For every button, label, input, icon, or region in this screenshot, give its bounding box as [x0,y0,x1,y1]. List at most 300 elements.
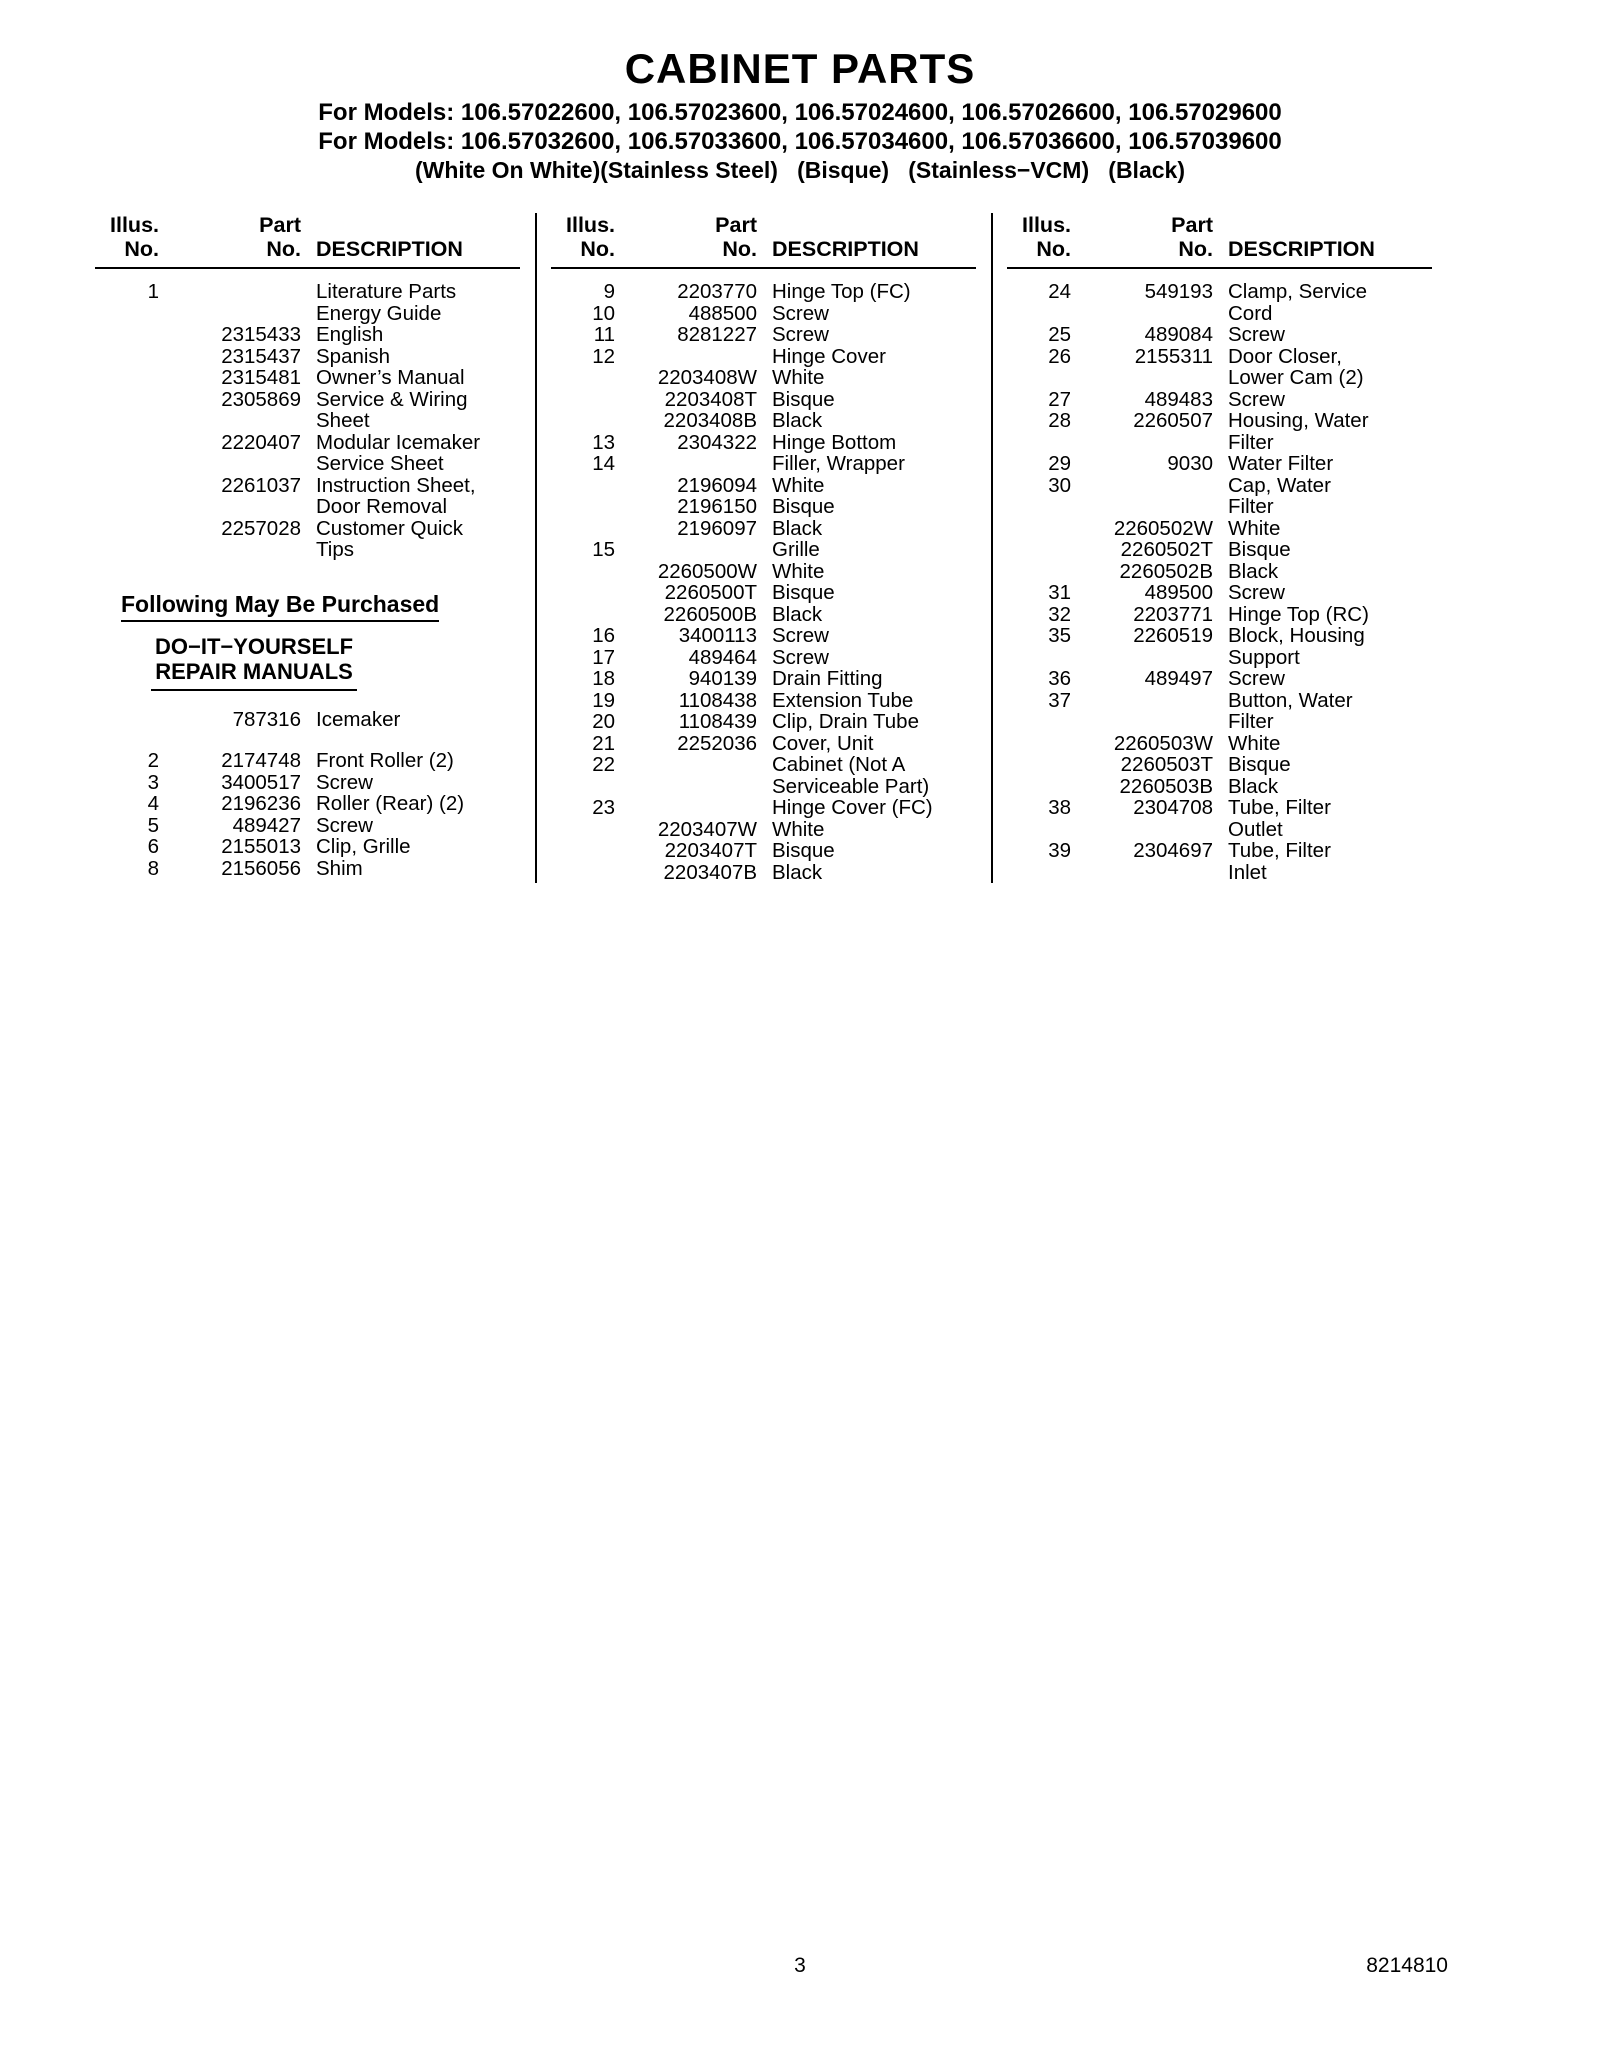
illus-no-cell: 17 [592,645,615,669]
description-cell: White [772,817,825,841]
table-row [551,862,985,884]
description-cell: Support [1228,645,1300,669]
illus-no-cell [551,561,615,583]
description-cell: Cover, Unit [772,731,874,755]
part-no-cell: 2260500B [663,602,757,626]
part-no-cell: 2260503T [1120,753,1213,776]
table-row [1007,324,1441,346]
part-no-cell [615,776,757,798]
table-row [1007,432,1441,454]
table-row [95,453,529,475]
description-cell: Screw [316,770,373,794]
description-cell: Bisque [1228,538,1291,561]
section-subheading-line: REPAIR MANUALS [155,658,353,684]
illus-no-cell: 6 [147,835,159,858]
description-cell: Cabinet (Not A [772,753,906,776]
description-cell: Screw [1228,667,1285,690]
part-no-cell [1071,647,1213,669]
description-cell: Lower Cam (2) [1228,366,1364,389]
illus-no-cell [1007,819,1071,841]
illus-no-cell [95,389,159,411]
part-no-cell: 2260502B [1119,559,1213,583]
table-row [1007,733,1441,755]
table-row [1007,561,1441,583]
description-cell: Bisque [772,581,835,604]
table-row [1007,625,1441,647]
part-no-cell: 2260502W [1113,516,1213,540]
column-header [95,213,520,269]
part-no-cell [159,281,301,303]
table-row [95,496,529,518]
part-no-cell [159,453,301,475]
description-cell: Drain Fitting [772,667,883,690]
part-no-cell: 489500 [1144,581,1213,604]
part-no-header [1071,213,1213,261]
illus-no-cell: 13 [592,430,615,454]
part-header-line1: Part [715,213,757,237]
table-row [1007,711,1441,733]
illus-no-header [1007,213,1071,261]
illus-no-cell [551,604,615,626]
illus-no-cell [551,776,615,798]
table-row [551,367,985,389]
table-row [551,303,985,325]
part-no-cell: 2257028 [221,516,301,540]
illus-no-cell: 25 [1048,323,1071,346]
table-row [95,367,529,389]
part-no-cell: 1108438 [678,688,757,712]
description-cell: Screw [1228,323,1285,346]
part-no-cell: 2155013 [221,835,301,858]
description-cell: Cap, Water [1228,473,1331,497]
illus-no-cell [1007,733,1071,755]
description-cell: Front Roller (2) [316,749,454,772]
part-no-cell [159,410,301,432]
illus-no-cell [95,367,159,389]
description-cell: Black [772,860,823,884]
description-cell: Tube, Filter [1228,839,1331,862]
column-rows [551,269,985,883]
table-row [95,303,529,325]
part-header-line2: No. [1178,237,1213,261]
description-header: DESCRIPTION [1228,237,1375,261]
illus-no-cell [551,389,615,411]
description-cell: Service Sheet [316,452,444,475]
illus-no-cell: 15 [592,538,615,561]
section-subheading [151,634,357,691]
table-row [551,389,985,411]
part-no-header [159,213,301,261]
part-no-cell: 8281227 [677,323,757,346]
part-no-cell [615,539,757,561]
illus-no-cell: 21 [592,731,615,755]
illus-no-cell: 27 [1048,387,1071,411]
description-cell: Door Closer, [1228,344,1342,368]
table-row [551,754,985,776]
illus-no-cell [95,518,159,540]
table-row [95,793,529,815]
illus-no-cell: 38 [1048,796,1071,819]
description-cell: Literature Parts [316,280,457,303]
illus-no-cell: 12 [592,344,615,368]
illus-no-cell: 26 [1048,344,1071,368]
description-cell: Icemaker [316,707,401,731]
parts-table [95,213,1447,883]
illus-no-cell [1007,862,1071,884]
part-no-cell: 489084 [1144,323,1213,346]
illus-no-cell [1007,776,1071,798]
illus-no-cell: 9 [603,280,615,303]
illus-no-cell: 4 [147,792,159,815]
table-row [1007,604,1441,626]
part-no-cell [159,496,301,518]
part-no-cell: 940139 [688,667,757,690]
description-cell: Cord [1228,301,1273,325]
table-row [551,840,985,862]
document-number: 8214810 [1366,1954,1448,1977]
part-no-cell: 2315437 [221,344,301,368]
table-row [1007,668,1441,690]
part-no-cell [1071,711,1213,733]
description-cell: Filter [1228,710,1274,733]
part-no-cell: 2156056 [221,856,301,880]
part-no-cell: 2196236 [221,792,301,815]
part-no-cell: 2196094 [677,473,757,497]
illus-no-cell [551,819,615,841]
table-row [1007,754,1441,776]
illus-no-cell [95,496,159,518]
finishes-line: (White On White)(Stainless Steel) (Bisque) (Stainless−VCM) (Black) [415,157,1185,183]
description-cell: Screw [316,813,373,837]
table-row [95,836,529,858]
illus-header-line2: No. [580,237,615,261]
part-header-line2: No. [722,237,757,261]
illus-no-cell [95,303,159,325]
table-row [95,858,529,880]
table-row [95,750,529,772]
illus-no-cell [551,862,615,884]
table-row [95,518,529,540]
table-row [1007,389,1441,411]
illus-no-cell: 39 [1048,839,1071,862]
description-cell: White [772,473,825,497]
table-row [551,453,985,475]
table-row [1007,776,1441,798]
part-no-cell: 2155311 [1134,344,1213,368]
page-footer [0,1954,1600,1980]
illus-header-line1: Illus. [1022,213,1071,237]
part-no-cell: 1108439 [678,710,757,733]
row-spacer [95,730,529,750]
description-cell: Extension Tube [772,688,914,712]
description-cell: Roller (Rear) (2) [316,792,465,815]
description-cell: Screw [1228,581,1285,604]
illus-no-cell: 11 [593,323,615,346]
table-row [1007,410,1441,432]
table-row [95,324,529,346]
description-cell: Tube, Filter [1228,796,1331,819]
part-no-cell: 2260507 [1133,409,1213,432]
illus-no-cell: 8 [147,856,159,880]
column-header [551,213,976,269]
table-row [551,819,985,841]
description-cell: Bisque [1228,753,1291,776]
table-row [551,690,985,712]
illus-no-cell: 20 [592,710,615,733]
description-cell: Water Filter [1228,452,1334,475]
illus-no-cell: 35 [1048,624,1071,647]
table-row [551,582,985,604]
table-row [551,711,985,733]
description-cell: Sheet [316,409,370,432]
description-cell: Clip, Drain Tube [772,710,919,733]
section-subheading-line: DO−IT−YOURSELF [155,633,354,659]
part-no-cell [615,453,757,475]
illus-no-cell: 28 [1048,409,1071,432]
part-no-cell [615,797,757,819]
description-cell: Black [1228,559,1279,583]
table-row [551,776,985,798]
description-cell: Housing, Water [1228,409,1369,432]
parts-column-2 [535,213,991,883]
part-no-cell: 2203408T [664,387,757,411]
column-rows [1007,269,1441,883]
illus-no-cell [95,475,159,497]
table-row [1007,862,1441,884]
description-cell: Screw [1228,387,1285,411]
table-row [551,475,985,497]
illus-no-cell [551,496,615,518]
table-row [1007,303,1441,325]
illus-no-cell [551,582,615,604]
table-row [95,475,529,497]
table-row [1007,496,1441,518]
part-no-cell [1071,819,1213,841]
description-cell: Service & Wiring [316,387,468,411]
table-row [95,709,529,731]
column-header [1007,213,1432,269]
description-cell: Outlet [1228,817,1283,841]
table-row [1007,797,1441,819]
description-cell: English [316,323,384,346]
description-cell: Customer Quick [316,516,463,540]
illus-no-cell: 10 [592,301,615,325]
illus-header-line2: No. [1036,237,1071,261]
illus-no-cell: 36 [1048,667,1071,690]
illus-no-cell [1007,711,1071,733]
part-no-cell: 3400113 [678,624,757,647]
description-cell: White [1228,731,1281,755]
part-no-cell [1071,432,1213,454]
table-row [1007,840,1441,862]
table-row [1007,367,1441,389]
description-cell: Hinge Cover [772,344,886,368]
table-row [551,625,985,647]
part-no-cell: 489427 [232,813,301,837]
part-no-cell: 2203408B [663,409,757,432]
part-no-cell: 2196097 [677,516,757,540]
table-row [551,733,985,755]
page-title: CABINET PARTS [624,45,976,92]
part-no-cell: 2203770 [677,280,757,303]
description-cell: White [772,366,825,389]
illus-no-cell: 18 [592,667,615,690]
table-row [95,281,529,303]
part-no-cell: 2260500W [657,559,757,583]
illus-no-cell: 30 [1048,473,1071,497]
description-cell: Screw [772,645,829,669]
part-header-line1: Part [1171,213,1213,237]
description-cell: Door Removal [316,495,448,518]
part-no-cell: 489483 [1144,387,1213,411]
table-row [1007,819,1441,841]
description-cell: Screw [772,624,829,647]
part-no-cell: 489497 [1144,667,1213,690]
illus-no-cell: 1 [147,280,159,303]
illus-no-cell [95,432,159,454]
part-no-cell [159,303,301,325]
table-row [1007,281,1441,303]
part-no-cell: 2304322 [677,430,757,454]
illus-no-cell: 32 [1048,602,1071,626]
description-cell: Inlet [1228,860,1267,884]
part-no-cell: 9030 [1167,452,1213,475]
table-row [1007,518,1441,540]
illus-no-cell [551,518,615,540]
description-cell: Tips [316,538,354,561]
part-no-cell: 2315481 [221,366,301,389]
table-row [95,772,529,794]
table-row [551,647,985,669]
table-row [551,324,985,346]
description-cell: Screw [772,323,829,346]
part-no-cell: 2260503B [1119,774,1213,798]
illus-no-cell: 31 [1048,581,1071,604]
table-row [551,668,985,690]
illus-no-cell [551,475,615,497]
illus-no-cell [1007,518,1071,540]
illus-no-cell: 29 [1048,452,1071,475]
table-row [1007,690,1441,712]
table-row [551,496,985,518]
table-row [1007,475,1441,497]
description-cell: White [1228,516,1281,540]
illus-no-cell: 37 [1048,688,1071,712]
description-cell: Filter [1228,495,1274,518]
description-cell: Bisque [772,839,835,862]
description-cell: Hinge Top (RC) [1228,602,1369,626]
part-no-cell: 2203407W [657,817,757,841]
part-no-cell: 787316 [232,707,301,731]
description-cell: Hinge Top (FC) [772,280,911,303]
illus-no-cell [1007,561,1071,583]
description-cell: Hinge Cover (FC) [772,796,933,819]
description-cell: Black [772,602,823,626]
table-row [95,346,529,368]
illus-header-line2: No. [124,237,159,261]
part-no-cell [615,346,757,368]
models-line-1: For Models: 106.57022600, 106.57023600, 106.57024600, 106.57026600, 106.57029600 [318,99,1282,126]
illus-no-cell [1007,539,1071,561]
column-rows [95,269,529,879]
document-header [0,0,1600,185]
table-row [95,815,529,837]
table-row [95,389,529,411]
part-no-cell [1071,303,1213,325]
part-no-cell: 2203407T [664,839,757,862]
models-line-2: For Models: 106.57032600, 106.57033600, 106.57034600, 106.57036600, 106.57039600 [318,128,1282,155]
table-row [551,797,985,819]
illus-no-cell: 14 [592,452,615,475]
illus-no-cell: 24 [1048,280,1071,303]
part-no-cell [1071,496,1213,518]
description-cell: Grille [772,538,820,561]
description-cell: Filler, Wrapper [772,452,905,475]
part-no-cell: 2305869 [221,387,301,411]
table-row [551,539,985,561]
table-row [1007,346,1441,368]
illus-no-cell: 19 [592,688,615,712]
part-no-cell: 2252036 [677,731,757,755]
part-no-cell [615,754,757,776]
part-no-cell: 2174748 [221,749,301,772]
description-cell: Clamp, Service [1228,280,1367,303]
illus-header-line1: Illus. [110,213,159,237]
illus-no-header [95,213,159,261]
table-row [551,518,985,540]
table-row [551,561,985,583]
table-row [551,604,985,626]
parts-column-1 [95,213,535,883]
table-row [551,281,985,303]
part-no-cell [1071,862,1213,884]
table-row [551,346,985,368]
illus-no-cell [1007,303,1071,325]
description-cell: Black [772,409,823,432]
part-no-cell: 2203408W [657,366,757,389]
part-no-cell: 2260519 [1133,624,1213,647]
illus-no-cell [1007,496,1071,518]
description-cell: Serviceable Part) [772,774,930,798]
part-no-cell: 2260500T [664,581,757,604]
illus-no-cell [551,410,615,432]
description-cell: Clip, Grille [316,835,411,858]
description-cell: Block, Housing [1228,624,1365,647]
description-cell: Black [1228,774,1279,798]
table-row [1007,582,1441,604]
illus-no-cell [1007,367,1071,389]
illus-no-cell [551,367,615,389]
part-no-cell: 2315433 [221,323,301,346]
table-row [551,432,985,454]
part-no-cell: 2304708 [1133,796,1213,819]
part-no-cell [1071,367,1213,389]
part-no-cell: 2304697 [1133,839,1213,862]
description-cell: Instruction Sheet, [316,473,476,497]
illus-no-cell: 23 [592,796,615,819]
description-header: DESCRIPTION [316,237,463,261]
description-cell: Filter [1228,430,1274,454]
table-row [1007,647,1441,669]
part-no-cell: 549193 [1144,280,1213,303]
part-no-cell: 2203407B [663,860,757,884]
part-no-cell: 2220407 [221,430,301,454]
description-cell: Spanish [316,344,391,368]
description-cell: Modular Icemaker [316,430,481,454]
description-header: DESCRIPTION [772,237,919,261]
page-number: 3 [794,1954,806,1977]
table-row [95,539,529,561]
